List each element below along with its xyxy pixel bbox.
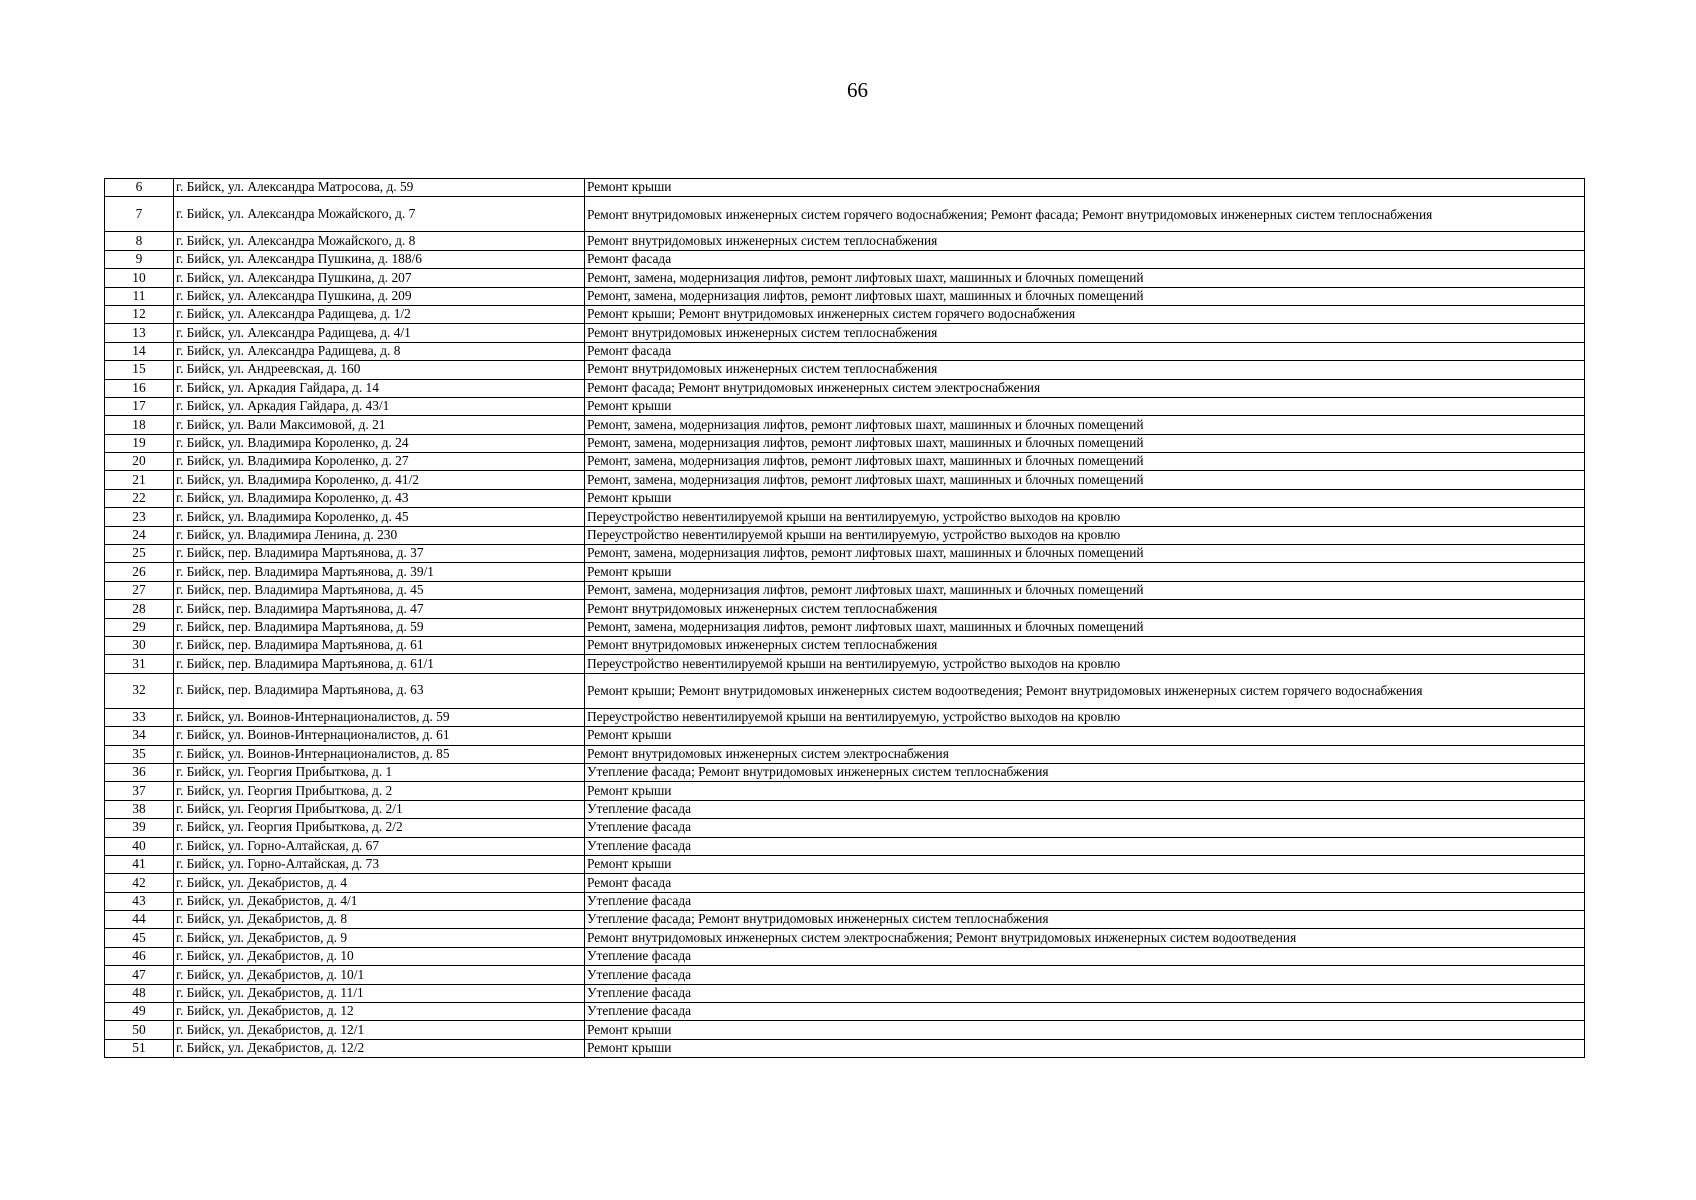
row-number-cell: 17 (105, 397, 174, 415)
address-cell: г. Бийск, ул. Декабристов, д. 12/2 (174, 1039, 585, 1057)
address-cell: г. Бийск, ул. Александра Радищева, д. 8 (174, 342, 585, 360)
row-number-cell: 31 (105, 655, 174, 673)
work-type-cell: Ремонт внутридомовых инженерных систем электроснабжения (585, 745, 1585, 763)
row-number-cell: 45 (105, 929, 174, 947)
row-number-cell: 15 (105, 361, 174, 379)
address-cell: г. Бийск, пер. Владимира Мартьянова, д. 37 (174, 545, 585, 563)
work-type-cell: Утепление фасада (585, 1003, 1585, 1021)
address-cell: г. Бийск, ул. Александра Пушкина, д. 209 (174, 287, 585, 305)
table-row (105, 892, 1585, 910)
row-number-cell: 41 (105, 855, 174, 873)
works-table-body (105, 179, 1585, 1058)
work-type-cell: Утепление фасада (585, 837, 1585, 855)
address-cell: г. Бийск, ул. Георгия Прибыткова, д. 2/2 (174, 819, 585, 837)
address-cell: г. Бийск, ул. Владимира Короленко, д. 43 (174, 489, 585, 507)
table-row (105, 874, 1585, 892)
address-cell: г. Бийск, ул. Аркадия Гайдара, д. 14 (174, 379, 585, 397)
row-number-cell: 24 (105, 526, 174, 544)
address-cell: г. Бийск, пер. Владимира Мартьянова, д. 47 (174, 600, 585, 618)
address-cell: г. Бийск, ул. Андреевская, д. 160 (174, 361, 585, 379)
address-cell: г. Бийск, ул. Вали Максимовой, д. 21 (174, 416, 585, 434)
address-cell: г. Бийск, ул. Георгия Прибыткова, д. 2/1 (174, 800, 585, 818)
table-row (105, 618, 1585, 636)
row-number-cell: 34 (105, 727, 174, 745)
work-type-cell: Ремонт крыши (585, 1021, 1585, 1039)
table-row (105, 324, 1585, 342)
row-number-cell: 10 (105, 269, 174, 287)
work-type-cell: Переустройство невентилируемой крыши на вентилируемую, устройство выходов на кровлю (585, 508, 1585, 526)
table-row (105, 416, 1585, 434)
row-number-cell: 20 (105, 453, 174, 471)
row-number-cell: 8 (105, 232, 174, 250)
work-type-cell: Утепление фасада; Ремонт внутридомовых инженерных систем теплоснабжения (585, 763, 1585, 781)
work-type-cell: Ремонт, замена, модернизация лифтов, ремонт лифтовых шахт, машинных и блочных помещений (585, 618, 1585, 636)
table-row (105, 453, 1585, 471)
table-row (105, 397, 1585, 415)
work-type-cell: Ремонт внутридомовых инженерных систем теплоснабжения (585, 324, 1585, 342)
work-type-cell: Ремонт крыши; Ремонт внутридомовых инженерных систем горячего водоснабжения (585, 305, 1585, 323)
table-row (105, 745, 1585, 763)
row-number-cell: 33 (105, 708, 174, 726)
address-cell: г. Бийск, ул. Декабристов, д. 8 (174, 911, 585, 929)
table-row (105, 800, 1585, 818)
address-cell: г. Бийск, ул. Декабристов, д. 12 (174, 1003, 585, 1021)
work-type-cell: Ремонт, замена, модернизация лифтов, ремонт лифтовых шахт, машинных и блочных помещений (585, 287, 1585, 305)
work-type-cell: Утепление фасада (585, 984, 1585, 1002)
row-number-cell: 43 (105, 892, 174, 910)
work-type-cell: Ремонт крыши (585, 782, 1585, 800)
table-row (105, 361, 1585, 379)
row-number-cell: 22 (105, 489, 174, 507)
table-row (105, 489, 1585, 507)
work-type-cell: Утепление фасада (585, 892, 1585, 910)
table-row (105, 782, 1585, 800)
work-type-cell: Ремонт внутридомовых инженерных систем горячего водоснабжения; Ремонт фасада; Ремонт внутридомовых инженерных систем теплоснабжения (585, 197, 1585, 232)
work-type-cell: Утепление фасада; Ремонт внутридомовых инженерных систем теплоснабжения (585, 911, 1585, 929)
table-row (105, 526, 1585, 544)
work-type-cell: Ремонт крыши (585, 855, 1585, 873)
work-type-cell: Переустройство невентилируемой крыши на вентилируемую, устройство выходов на кровлю (585, 655, 1585, 673)
table-row (105, 966, 1585, 984)
address-cell: г. Бийск, ул. Аркадия Гайдара, д. 43/1 (174, 397, 585, 415)
table-row (105, 929, 1585, 947)
row-number-cell: 39 (105, 819, 174, 837)
address-cell: г. Бийск, пер. Владимира Мартьянова, д. 63 (174, 673, 585, 708)
work-type-cell: Ремонт крыши (585, 563, 1585, 581)
work-type-cell: Ремонт крыши; Ремонт внутридомовых инженерных систем водоотведения; Ремонт внутридомовых инженерных систем горячего водоснабжения (585, 673, 1585, 708)
row-number-cell: 13 (105, 324, 174, 342)
row-number-cell: 36 (105, 763, 174, 781)
table-row (105, 434, 1585, 452)
table-row (105, 508, 1585, 526)
address-cell: г. Бийск, ул. Александра Радищева, д. 1/2 (174, 305, 585, 323)
table-row (105, 471, 1585, 489)
row-number-cell: 25 (105, 545, 174, 563)
table-row (105, 197, 1585, 232)
row-number-cell: 47 (105, 966, 174, 984)
row-number-cell: 7 (105, 197, 174, 232)
work-type-cell: Ремонт крыши (585, 489, 1585, 507)
work-type-cell: Ремонт внутридомовых инженерных систем теплоснабжения (585, 600, 1585, 618)
table-row (105, 563, 1585, 581)
address-cell: г. Бийск, пер. Владимира Мартьянова, д. 61 (174, 636, 585, 654)
row-number-cell: 28 (105, 600, 174, 618)
address-cell: г. Бийск, ул. Александра Можайского, д. 8 (174, 232, 585, 250)
table-row (105, 636, 1585, 654)
address-cell: г. Бийск, ул. Владимира Короленко, д. 27 (174, 453, 585, 471)
work-type-cell: Ремонт, замена, модернизация лифтов, ремонт лифтовых шахт, машинных и блочных помещений (585, 434, 1585, 452)
works-table-container (104, 178, 1584, 1058)
table-row (105, 179, 1585, 197)
table-row (105, 305, 1585, 323)
address-cell: г. Бийск, ул. Владимира Короленко, д. 45 (174, 508, 585, 526)
address-cell: г. Бийск, ул. Декабристов, д. 11/1 (174, 984, 585, 1002)
table-row (105, 984, 1585, 1002)
row-number-cell: 38 (105, 800, 174, 818)
address-cell: г. Бийск, ул. Декабристов, д. 4 (174, 874, 585, 892)
work-type-cell: Ремонт внутридомовых инженерных систем теплоснабжения (585, 232, 1585, 250)
address-cell: г. Бийск, ул. Александра Пушкина, д. 207 (174, 269, 585, 287)
row-number-cell: 6 (105, 179, 174, 197)
address-cell: г. Бийск, ул. Горно-Алтайская, д. 67 (174, 837, 585, 855)
work-type-cell: Переустройство невентилируемой крыши на вентилируемую, устройство выходов на кровлю (585, 708, 1585, 726)
table-row (105, 287, 1585, 305)
work-type-cell: Ремонт внутридомовых инженерных систем теплоснабжения (585, 361, 1585, 379)
address-cell: г. Бийск, ул. Владимира Ленина, д. 230 (174, 526, 585, 544)
address-cell: г. Бийск, ул. Владимира Короленко, д. 41/2 (174, 471, 585, 489)
row-number-cell: 49 (105, 1003, 174, 1021)
table-row (105, 600, 1585, 618)
table-row (105, 911, 1585, 929)
row-number-cell: 42 (105, 874, 174, 892)
address-cell: г. Бийск, ул. Воинов-Интернационалистов, д. 85 (174, 745, 585, 763)
table-row (105, 727, 1585, 745)
row-number-cell: 37 (105, 782, 174, 800)
address-cell: г. Бийск, ул. Георгия Прибыткова, д. 1 (174, 763, 585, 781)
address-cell: г. Бийск, пер. Владимира Мартьянова, д. 45 (174, 581, 585, 599)
table-row (105, 581, 1585, 599)
work-type-cell: Ремонт фасада (585, 874, 1585, 892)
table-row (105, 379, 1585, 397)
work-type-cell: Ремонт фасада (585, 342, 1585, 360)
row-number-cell: 40 (105, 837, 174, 855)
row-number-cell: 29 (105, 618, 174, 636)
row-number-cell: 48 (105, 984, 174, 1002)
row-number-cell: 51 (105, 1039, 174, 1057)
address-cell: г. Бийск, ул. Александра Радищева, д. 4/1 (174, 324, 585, 342)
row-number-cell: 27 (105, 581, 174, 599)
table-row (105, 673, 1585, 708)
work-type-cell: Ремонт крыши (585, 1039, 1585, 1057)
table-row (105, 250, 1585, 268)
row-number-cell: 32 (105, 673, 174, 708)
works-table (104, 178, 1585, 1058)
table-row (105, 232, 1585, 250)
work-type-cell: Ремонт, замена, модернизация лифтов, ремонт лифтовых шахт, машинных и блочных помещений (585, 581, 1585, 599)
row-number-cell: 50 (105, 1021, 174, 1039)
row-number-cell: 19 (105, 434, 174, 452)
table-row (105, 1021, 1585, 1039)
address-cell: г. Бийск, ул. Горно-Алтайская, д. 73 (174, 855, 585, 873)
address-cell: г. Бийск, пер. Владимира Мартьянова, д. 61/1 (174, 655, 585, 673)
row-number-cell: 18 (105, 416, 174, 434)
work-type-cell: Ремонт, замена, модернизация лифтов, ремонт лифтовых шахт, машинных и блочных помещений (585, 269, 1585, 287)
table-row (105, 269, 1585, 287)
address-cell: г. Бийск, ул. Декабристов, д. 9 (174, 929, 585, 947)
row-number-cell: 9 (105, 250, 174, 268)
address-cell: г. Бийск, пер. Владимира Мартьянова, д. 39/1 (174, 563, 585, 581)
address-cell: г. Бийск, ул. Декабристов, д. 4/1 (174, 892, 585, 910)
row-number-cell: 35 (105, 745, 174, 763)
address-cell: г. Бийск, ул. Александра Можайского, д. 7 (174, 197, 585, 232)
table-row (105, 819, 1585, 837)
row-number-cell: 21 (105, 471, 174, 489)
row-number-cell: 26 (105, 563, 174, 581)
work-type-cell: Ремонт внутридомовых инженерных систем теплоснабжения (585, 636, 1585, 654)
work-type-cell: Ремонт, замена, модернизация лифтов, ремонт лифтовых шахт, машинных и блочных помещений (585, 545, 1585, 563)
work-type-cell: Ремонт, замена, модернизация лифтов, ремонт лифтовых шахт, машинных и блочных помещений (585, 453, 1585, 471)
table-row (105, 545, 1585, 563)
table-row (105, 763, 1585, 781)
work-type-cell: Ремонт фасада; Ремонт внутридомовых инженерных систем электроснабжения (585, 379, 1585, 397)
work-type-cell: Утепление фасада (585, 966, 1585, 984)
table-row (105, 837, 1585, 855)
address-cell: г. Бийск, ул. Александра Пушкина, д. 188/6 (174, 250, 585, 268)
table-row (105, 855, 1585, 873)
table-row (105, 708, 1585, 726)
work-type-cell: Утепление фасада (585, 947, 1585, 965)
work-type-cell: Переустройство невентилируемой крыши на вентилируемую, устройство выходов на кровлю (585, 526, 1585, 544)
work-type-cell: Ремонт крыши (585, 179, 1585, 197)
table-row (105, 342, 1585, 360)
table-row (105, 1039, 1585, 1057)
address-cell: г. Бийск, ул. Декабристов, д. 10/1 (174, 966, 585, 984)
work-type-cell: Ремонт крыши (585, 727, 1585, 745)
page-number: 66 (847, 78, 868, 102)
work-type-cell: Ремонт, замена, модернизация лифтов, ремонт лифтовых шахт, машинных и блочных помещений (585, 471, 1585, 489)
work-type-cell: Ремонт внутридомовых инженерных систем электроснабжения; Ремонт внутридомовых инженерных систем водоотведения (585, 929, 1585, 947)
address-cell: г. Бийск, ул. Воинов-Интернационалистов, д. 61 (174, 727, 585, 745)
row-number-cell: 30 (105, 636, 174, 654)
work-type-cell: Ремонт крыши (585, 397, 1585, 415)
row-number-cell: 44 (105, 911, 174, 929)
row-number-cell: 12 (105, 305, 174, 323)
row-number-cell: 23 (105, 508, 174, 526)
address-cell: г. Бийск, ул. Воинов-Интернационалистов, д. 59 (174, 708, 585, 726)
address-cell: г. Бийск, ул. Александра Матросова, д. 59 (174, 179, 585, 197)
table-row (105, 655, 1585, 673)
address-cell: г. Бийск, ул. Декабристов, д. 12/1 (174, 1021, 585, 1039)
work-type-cell: Ремонт, замена, модернизация лифтов, ремонт лифтовых шахт, машинных и блочных помещений (585, 416, 1585, 434)
address-cell: г. Бийск, ул. Владимира Короленко, д. 24 (174, 434, 585, 452)
table-row (105, 947, 1585, 965)
address-cell: г. Бийск, ул. Георгия Прибыткова, д. 2 (174, 782, 585, 800)
address-cell: г. Бийск, пер. Владимира Мартьянова, д. 59 (174, 618, 585, 636)
row-number-cell: 11 (105, 287, 174, 305)
work-type-cell: Утепление фасада (585, 819, 1585, 837)
row-number-cell: 14 (105, 342, 174, 360)
row-number-cell: 16 (105, 379, 174, 397)
work-type-cell: Утепление фасада (585, 800, 1585, 818)
row-number-cell: 46 (105, 947, 174, 965)
table-row (105, 1003, 1585, 1021)
work-type-cell: Ремонт фасада (585, 250, 1585, 268)
address-cell: г. Бийск, ул. Декабристов, д. 10 (174, 947, 585, 965)
